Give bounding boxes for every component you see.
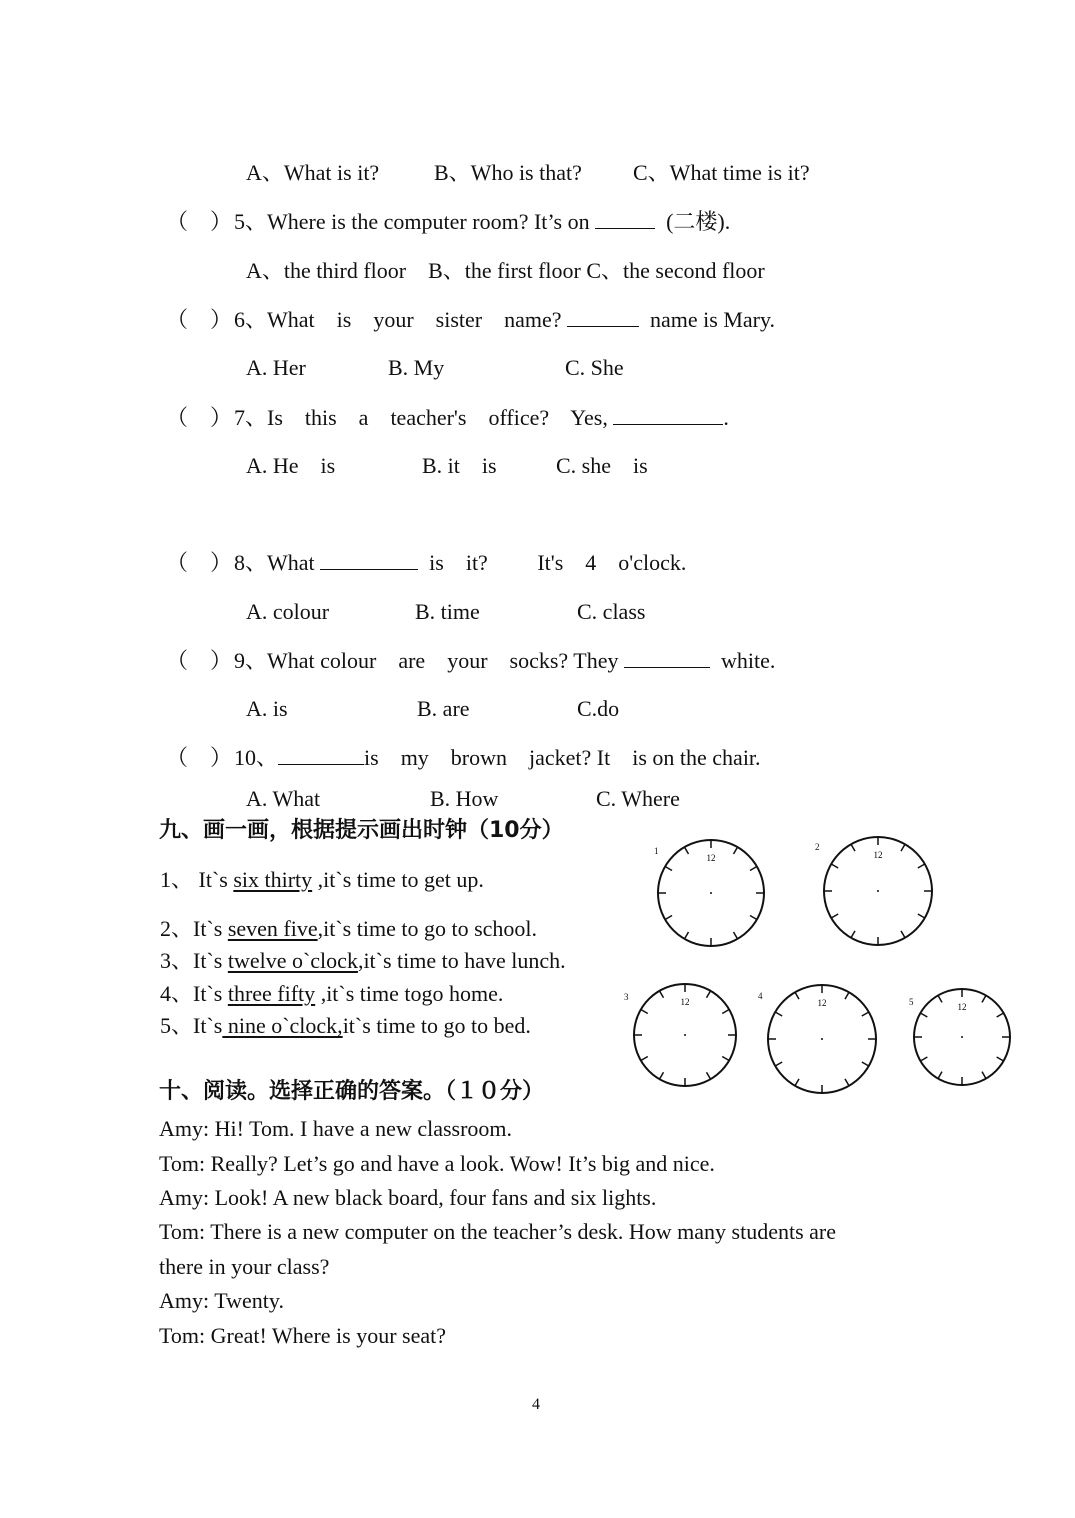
clock-tick <box>795 1079 799 1086</box>
q10-text: 10、 is my brown jacket? It is on the chair. <box>234 745 761 770</box>
clock-3-label: 3 <box>624 992 629 1002</box>
q8-option-b: B. time <box>415 599 480 624</box>
clock-tick <box>918 864 925 868</box>
clock-prompt-2: 2、It`s seven five,it`s time to go to school. <box>160 916 538 941</box>
q9-paren: （ ） <box>166 648 233 673</box>
clock-tick <box>734 847 738 854</box>
q4-option-c: C、What time is it? <box>633 160 810 185</box>
clock-face-5[interactable] <box>912 984 1012 1090</box>
q5-blank <box>595 210 655 229</box>
clock-tick <box>665 916 672 920</box>
q7-text: 7、Is this a teacher's office? Yes, . <box>234 405 729 430</box>
clock-center-dot <box>821 1038 823 1040</box>
q10-blank <box>278 746 364 765</box>
clock-12-label: 12 <box>873 850 883 860</box>
clock-tick <box>707 1072 711 1079</box>
clock-center-dot <box>877 890 879 892</box>
q7-option-b: B. it is <box>422 453 497 478</box>
clock-tick <box>734 932 738 939</box>
dialogue-line-5: there in your class? <box>159 1254 330 1279</box>
clock-tick <box>722 1057 729 1061</box>
clock-tick <box>862 1012 869 1016</box>
q6-option-c: C. She <box>565 355 624 380</box>
dialogue-line-6: Amy: Twenty. <box>159 1288 284 1313</box>
clock-tick <box>982 995 986 1002</box>
clock-prompt-3: 3、It`s twelve o`clock,it`s time to have lunch. <box>160 948 566 973</box>
clock-tick <box>831 914 838 918</box>
clock-tick <box>845 992 849 999</box>
clock-tick <box>982 1072 986 1079</box>
q6-blank <box>567 308 639 327</box>
clock-1-label: 1 <box>654 846 659 856</box>
clock-tick <box>938 1072 942 1079</box>
q10-option-b: B. How <box>430 786 499 811</box>
clock-tick <box>862 1062 869 1066</box>
q6-text: 6、What is your sister name? name is Mary. <box>234 307 776 332</box>
dialogue-line-7: Tom: Great! Where is your seat? <box>159 1323 446 1348</box>
clock-tick <box>938 995 942 1002</box>
q9-option-c: C.do <box>577 696 620 721</box>
clock-tick <box>851 844 855 851</box>
clock-12-label: 12 <box>680 997 690 1007</box>
q7-option-a: A. He is <box>246 453 336 478</box>
clock-face-1[interactable] <box>655 838 767 948</box>
clock-tick <box>775 1062 782 1066</box>
clock-12-label: 12 <box>817 998 827 1008</box>
section10-title: 十、阅读。选择正确的答案。（１０分） <box>159 1079 545 1104</box>
q7-blank <box>613 406 723 425</box>
clock-tick <box>641 1057 648 1061</box>
q9-blank <box>624 649 710 668</box>
q9-text: 9、What colour are your socks? They white. <box>234 648 776 673</box>
q8-paren: （ ） <box>166 550 233 575</box>
q6-option-a: A. Her <box>246 355 306 380</box>
q5-paren: （ ） <box>166 209 233 234</box>
q5-options: A、the third floor B、the first floor C、the second floor <box>246 258 765 283</box>
clock-4-label: 4 <box>758 991 763 1001</box>
clock-center-dot <box>710 892 712 894</box>
clock-tick <box>660 1072 664 1079</box>
q9-option-b: B. are <box>417 696 470 721</box>
q8-option-c: C. class <box>577 599 646 624</box>
clock-12-label: 12 <box>706 853 716 863</box>
q4-option-a: A、What is it? <box>246 160 380 185</box>
page-number: 4 <box>532 1396 540 1413</box>
clock-tick <box>997 1057 1004 1061</box>
clock-face-2[interactable] <box>822 835 934 947</box>
dialogue-line-4: Tom: There is a new computer on the teacher’s desk. How many students are <box>159 1219 837 1244</box>
q4-option-b: B、Who is that? <box>434 160 582 185</box>
q8-text: 8、What is it? It's 4 o'clock. <box>234 550 687 575</box>
clock-tick <box>831 864 838 868</box>
q6-paren: （ ） <box>166 307 233 332</box>
q7-paren: （ ） <box>166 405 233 430</box>
clock-tick <box>845 1079 849 1086</box>
clock-tick <box>901 844 905 851</box>
clock-tick <box>750 867 757 871</box>
clock-center-dot <box>961 1036 963 1038</box>
clock-tick <box>851 931 855 938</box>
clock-tick <box>665 867 672 871</box>
q8-option-a: A. colour <box>246 599 330 624</box>
clock-tick <box>685 847 689 854</box>
clock-tick <box>920 1013 927 1017</box>
clock-tick <box>707 991 711 998</box>
clock-tick <box>660 991 664 998</box>
clock-tick <box>750 916 757 920</box>
dialogue-line-1: Amy: Hi! Tom. I have a new classroom. <box>159 1116 513 1141</box>
clock-5-label: 5 <box>909 997 914 1007</box>
q6-option-b: B. My <box>388 355 445 380</box>
clock-prompt-4: 4、It`s three fifty ,it`s time togo home. <box>160 981 504 1006</box>
q7-option-c: C. she is <box>556 453 648 478</box>
clock-tick <box>722 1010 729 1014</box>
q8-blank <box>320 551 418 570</box>
clock-prompt-1: 1、 It`s six thirty ,it`s time to get up. <box>160 867 484 892</box>
dialogue-line-2: Tom: Really? Let’s go and have a look. Wow! It’s big and nice. <box>159 1151 715 1176</box>
clock-tick <box>775 1012 782 1016</box>
q10-option-a: A. What <box>246 786 321 811</box>
clock-tick <box>901 931 905 938</box>
q10-paren: （ ） <box>166 745 233 770</box>
clock-tick <box>795 992 799 999</box>
clock-tick <box>920 1057 927 1061</box>
q10-option-c: C. Where <box>596 786 680 811</box>
clock-2-label: 2 <box>815 842 820 852</box>
clock-tick <box>918 914 925 918</box>
dialogue-line-3: Amy: Look! A new black board, four fans and six lights. <box>159 1185 657 1210</box>
clock-tick <box>685 932 689 939</box>
clock-tick <box>641 1010 648 1014</box>
clock-tick <box>997 1013 1004 1017</box>
clock-face-4[interactable] <box>765 983 879 1095</box>
clock-face-3[interactable] <box>632 982 738 1088</box>
section9-title: 九、画一画，根据提示画出时钟（10分） <box>159 818 564 843</box>
clock-prompt-5: 5、It`s nine o`clock,it`s time to go to bed. <box>160 1013 531 1038</box>
q9-option-a: A. is <box>246 696 288 721</box>
clock-center-dot <box>684 1034 686 1036</box>
q5-text: 5、Where is the computer room? It’s on (二楼). <box>234 209 731 234</box>
clock-12-label: 12 <box>957 1002 967 1012</box>
